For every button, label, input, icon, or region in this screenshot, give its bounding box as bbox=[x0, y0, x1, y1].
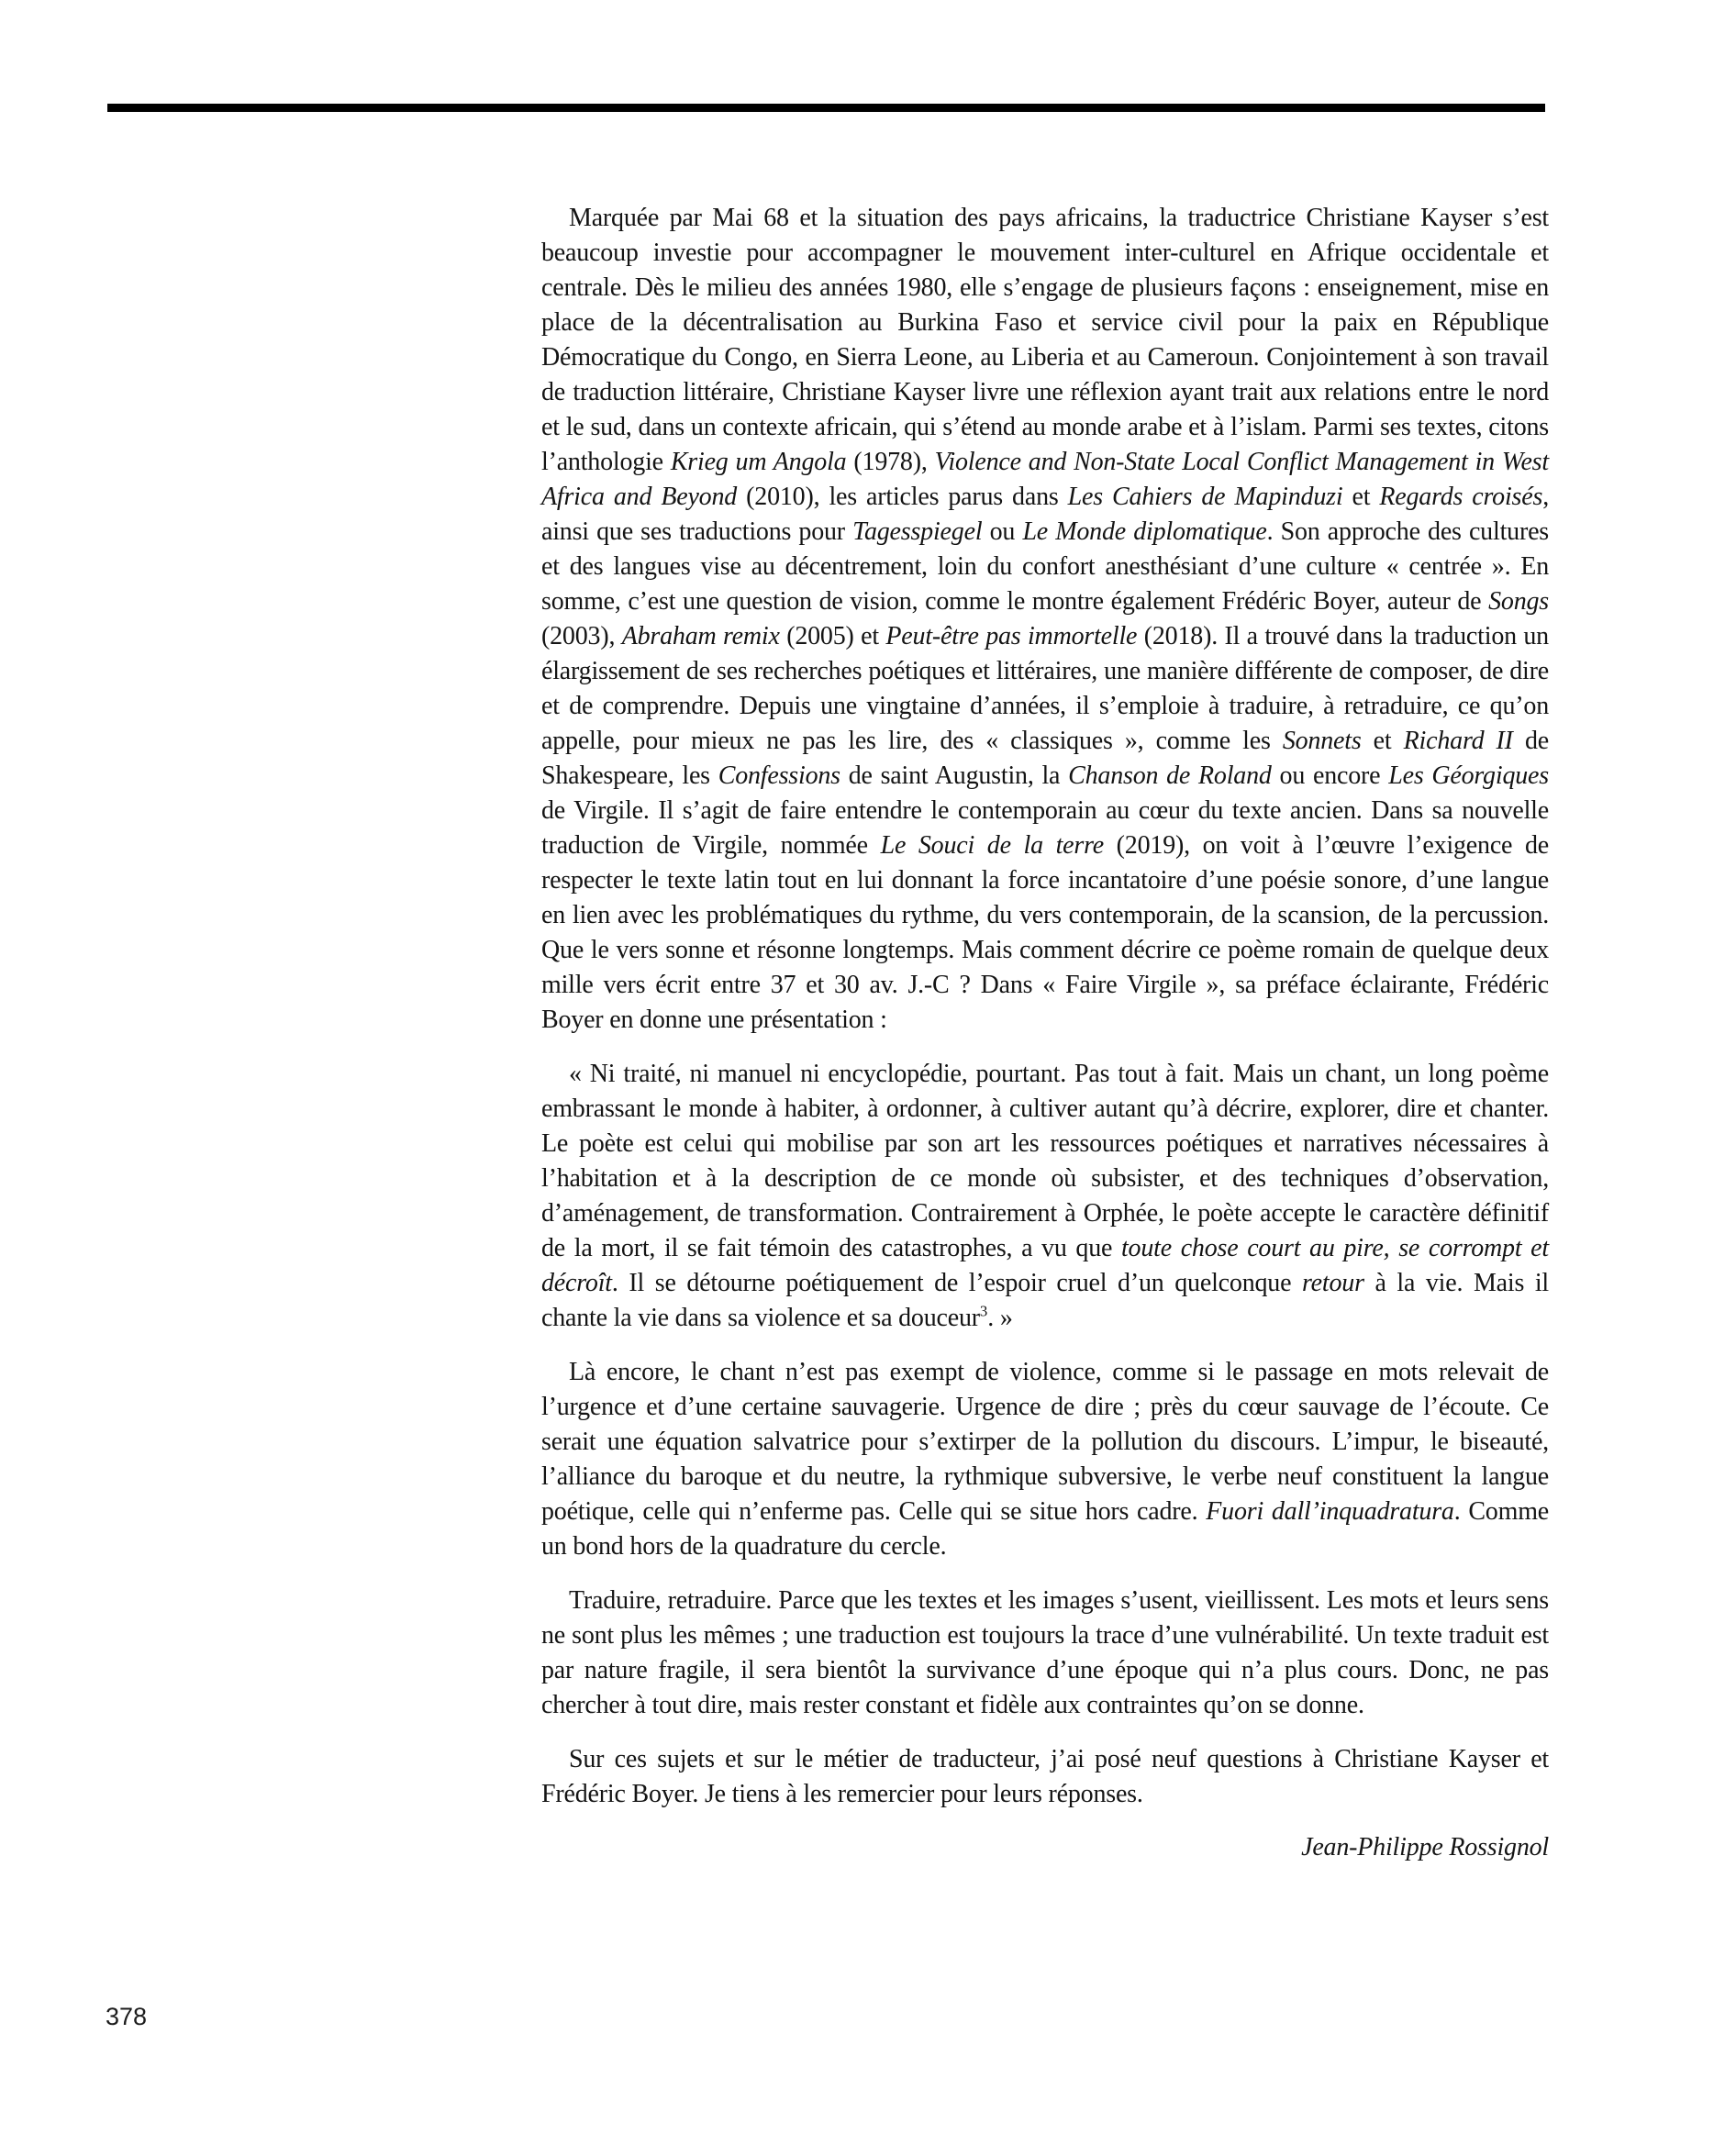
italic-text: Tagesspiegel bbox=[852, 517, 983, 546]
text-run: et bbox=[1342, 483, 1380, 511]
text-run: à la vie. Mais il chante la vie dans sa violence et sa douceur bbox=[541, 1269, 1549, 1332]
text-run: « Ni traité, ni manuel ni encyclopédie, pourtant. Pas tout à fait. Mais un chant, un long poème embrassant le monde à habiter, à ordonner, à cultiver autant qu’à décrire, explorer, dire et chanter. Le poète est celui qui mobilise par son art les ressources poétiques et narratives nécessaires à l’habitation et à la description de ce monde où subsister, et des techniques d’observation, d’aménagement, de transformation. Contrairement à Orphée, le poète accepte le caractère définitif de la mort, il se fait témoin des catastrophes, a vu que bbox=[541, 1060, 1549, 1262]
text-run: (2018). Il a trouvé dans la traduction un élargissement de ses recherches poétiques et littéraires, une manière différente de composer, de dire et de comprendre. Depuis une vingtaine d’années, il s’emploie à traduire, à retraduire, ce qu’on appelle, pour mieux ne pas les lire, des « classiques », comme les bbox=[541, 622, 1549, 755]
author-signature: Jean-Philippe Rossignol bbox=[1301, 1833, 1549, 1861]
paragraph-la-encore bbox=[541, 1355, 1549, 1564]
text-run: . » bbox=[987, 1304, 1013, 1332]
italic-text: Violence and Non-State Local Conflict Management in West Africa and Beyond bbox=[541, 448, 1549, 511]
text-run: Sur ces sujets et sur le métier de traducteur, j’ai posé neuf questions à Christiane Kayser et Frédéric Boyer. Je tiens à les remercier pour leurs réponses. bbox=[541, 1745, 1549, 1808]
text-run: de Virgile. Il s’agit de faire entendre le contemporain au cœur du texte ancien. Dans sa nouvelle traduction de Virgile, nommée bbox=[541, 796, 1549, 860]
text-block bbox=[541, 201, 1549, 1865]
text-run: et bbox=[1361, 727, 1404, 755]
text-run: (2010), les articles parus dans bbox=[737, 483, 1068, 511]
text-run: (2019), on voit à l’œuvre l’exigence de respecter le texte latin tout en lui donnant la force incantatoire d’une poésie sonore, d’une langue en lien avec les problématiques du rythme, du vers contemporain, de la scansion, de la percussion. Que le vers sonne et résonne longtemps. Mais comment décrire ce poème romain de quelque deux mille vers écrit entre 37 et 30 av. J.-C ? Dans « Faire Virgile », sa préface éclairante, Frédéric Boyer en donne une présentation : bbox=[541, 831, 1550, 1034]
text-run: , ainsi que ses traductions pour bbox=[541, 483, 1549, 546]
italic-text: Fuori dall’inquadratura bbox=[1206, 1497, 1454, 1526]
text-run: (2005) et bbox=[779, 622, 886, 650]
text-run: . Son approche des cultures et des langues vise au décentrement, loin du confort anesthésiant d’une culture « centrée ». En somme, c’est une question de vision, comme le montre également Frédéric Boyer, auteur de bbox=[541, 517, 1549, 616]
paragraph-traduire bbox=[541, 1584, 1549, 1723]
text-run: ou encore bbox=[1271, 761, 1389, 790]
paragraph-quote bbox=[541, 1057, 1549, 1336]
footnote-ref: 3 bbox=[979, 1302, 988, 1320]
text-run: . Il se détourne poétiquement de l’espoir cruel d’un quelconque bbox=[611, 1269, 1303, 1297]
text-run: ou bbox=[982, 517, 1023, 546]
italic-text: Les Géorgiques bbox=[1388, 761, 1549, 790]
text-run: Marquée par Mai 68 et la situation des pays africains, la traductrice Christiane Kayser s’est beaucoup investie pour accompagner le mouvement inter-culturel en Afrique occidentale et centrale. Dès le milieu des années 1980, elle s’engage de plusieurs façons : enseignement, mise en place de la décentralisation au Burkina Faso et service civil pour la paix en République Démocratique du Congo, en Sierra Leone, au Liberia et au Cameroun. Conjointement à son travail de traduction littéraire, Christiane Kayser livre une réflexion ayant trait aux relations entre le nord et le sud, dans un contexte africain, qui s’étend au monde arabe et à l’islam. Parmi ses textes, citons l’anthologie bbox=[541, 204, 1549, 476]
text-run: Traduire, retraduire. Parce que les textes et les images s’usent, vieillissent. Les mots et leurs sens ne sont plus les mêmes ; une traduction est toujours la trace d’une vulnérabilité. Un texte traduit est par nature fragile, il sera bientôt la survivance d’une époque qui n’a plus cours. Donc, ne pas chercher à tout dire, mais rester constant et fidèle aux contraintes qu’on se donne. bbox=[541, 1586, 1549, 1719]
text-run: . Comme un bond hors de la quadrature du cercle. bbox=[541, 1497, 1549, 1561]
italic-text: Chanson de Roland bbox=[1068, 761, 1272, 790]
italic-text: Abraham remix bbox=[621, 622, 780, 650]
paragraph-intro bbox=[541, 201, 1549, 1038]
text-run: Là encore, le chant n’est pas exempt de violence, comme si le passage en mots relevait de l’urgence et d’une certaine sauvagerie. Urgence de dire ; près du cœur sauvage de l’écoute. Ce serait une équation salvatrice pour s’extirper de la pollution du discours. L’impur, le biseauté, l’alliance du baroque et du neutre, la rythmique subversive, le verbe neuf constituent la langue poétique, celle qui n’enferme pas. Celle qui se situe hors cadre. bbox=[541, 1358, 1549, 1526]
italic-text: Le Monde diplomatique bbox=[1022, 517, 1267, 546]
text-run: de saint Augustin, la bbox=[840, 761, 1069, 790]
text-run: (2003), bbox=[541, 622, 622, 650]
italic-text: Songs bbox=[1488, 587, 1549, 616]
paragraph-sur-ces-sujets bbox=[541, 1742, 1549, 1812]
italic-text: Confessions bbox=[718, 761, 840, 790]
italic-text: toute chose court au pire, se corrompt et décroît bbox=[541, 1234, 1549, 1297]
italic-text: Krieg um Angola bbox=[670, 448, 847, 476]
italic-text: Le Souci de la terre bbox=[880, 831, 1104, 860]
text-run: de Shakespeare, les bbox=[541, 727, 1549, 790]
italic-text: Sonnets bbox=[1282, 727, 1362, 755]
italic-text: Richard II bbox=[1403, 727, 1513, 755]
text-run: (1978), bbox=[846, 448, 935, 476]
italic-text: Regards croisés bbox=[1379, 483, 1543, 511]
italic-text: Les Cahiers de Mapinduzi bbox=[1067, 483, 1343, 511]
top-rule bbox=[107, 104, 1545, 112]
page-number: 378 bbox=[106, 2003, 148, 2030]
italic-text: retour bbox=[1302, 1269, 1364, 1297]
italic-text: Peut-être pas immortelle bbox=[885, 622, 1138, 650]
